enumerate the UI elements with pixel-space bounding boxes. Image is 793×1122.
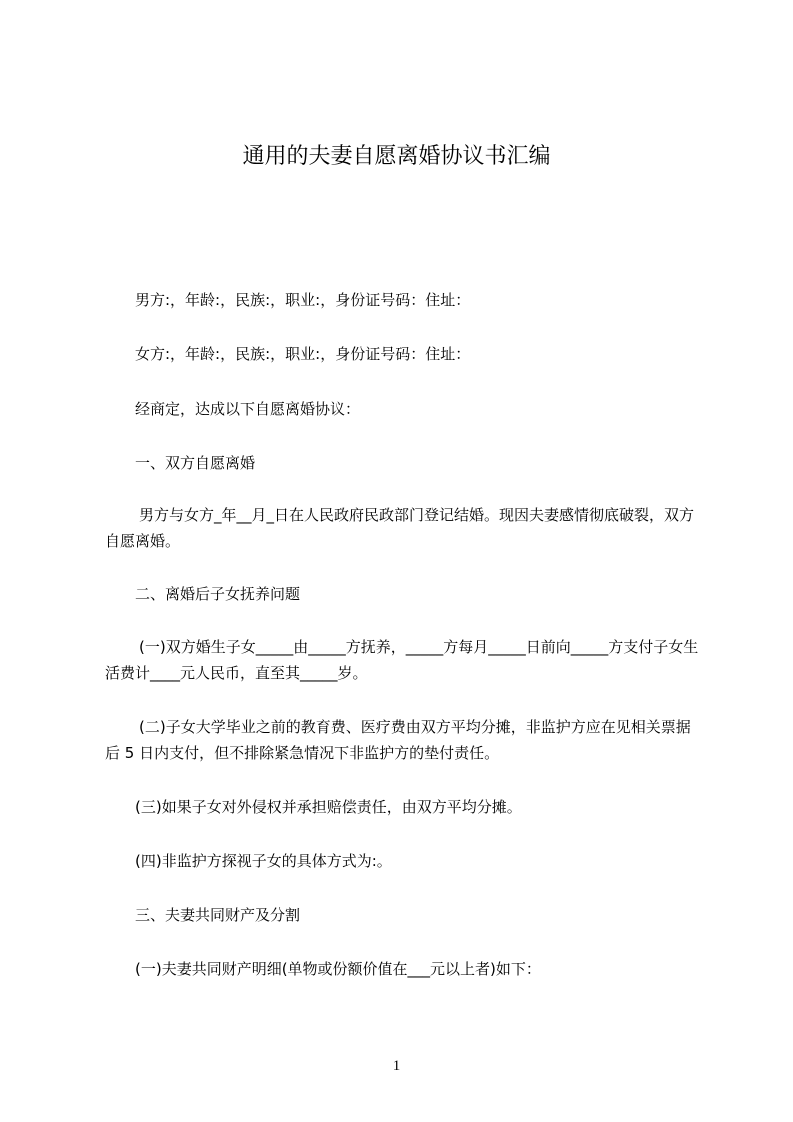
paragraph-child-custody: (一)双方婚生子女_____由_____方抚养，_____方每月_____日前向_____方支付子女生活费计____元人民币，直至其_____岁。 — [105, 638, 699, 682]
paragraph-property-list: (一)夫妻共同财产明细(单物或份额价值在___元以上者)如下： — [135, 960, 541, 978]
paragraph-male-party: 男方:，年龄:，民族:，职业:，身份证号码：住址： — [135, 291, 471, 309]
section-heading-2: 二、离婚后子女抚养问题 — [135, 585, 301, 603]
section-heading-1: 一、双方自愿离婚 — [135, 454, 256, 472]
paragraph-education-medical: (二)子女大学毕业之前的教育费、医疗费由双方平均分摊，非监护方应在见相关票据后 5 日内支付，但不排除紧急情况下非监护方的垫付责任。 — [105, 718, 691, 762]
paragraph-visitation: (四)非监护方探视子女的具体方式为:。 — [135, 852, 392, 870]
paragraph-agreement-intro: 经商定，达成以下自愿离婚协议： — [135, 400, 361, 418]
paragraph-female-party: 女方:，年龄:，民族:，职业:，身份证号码：住址： — [135, 345, 471, 363]
page-number: 1 — [392, 1058, 401, 1074]
paragraph-liability: (三)如果子女对外侵权并承担赔偿责任，由双方平均分摊。 — [135, 798, 522, 816]
section-heading-3: 三、夫妻共同财产及分割 — [135, 906, 301, 924]
document-title: 通用的夫妻自愿离婚协议书汇编 — [242, 144, 551, 169]
paragraph-marriage-registration: 男方与女方_年__月_日在人民政府民政部门登记结婚。现因夫妻感情彻底破裂，双方自愿离婚。 — [105, 506, 695, 550]
